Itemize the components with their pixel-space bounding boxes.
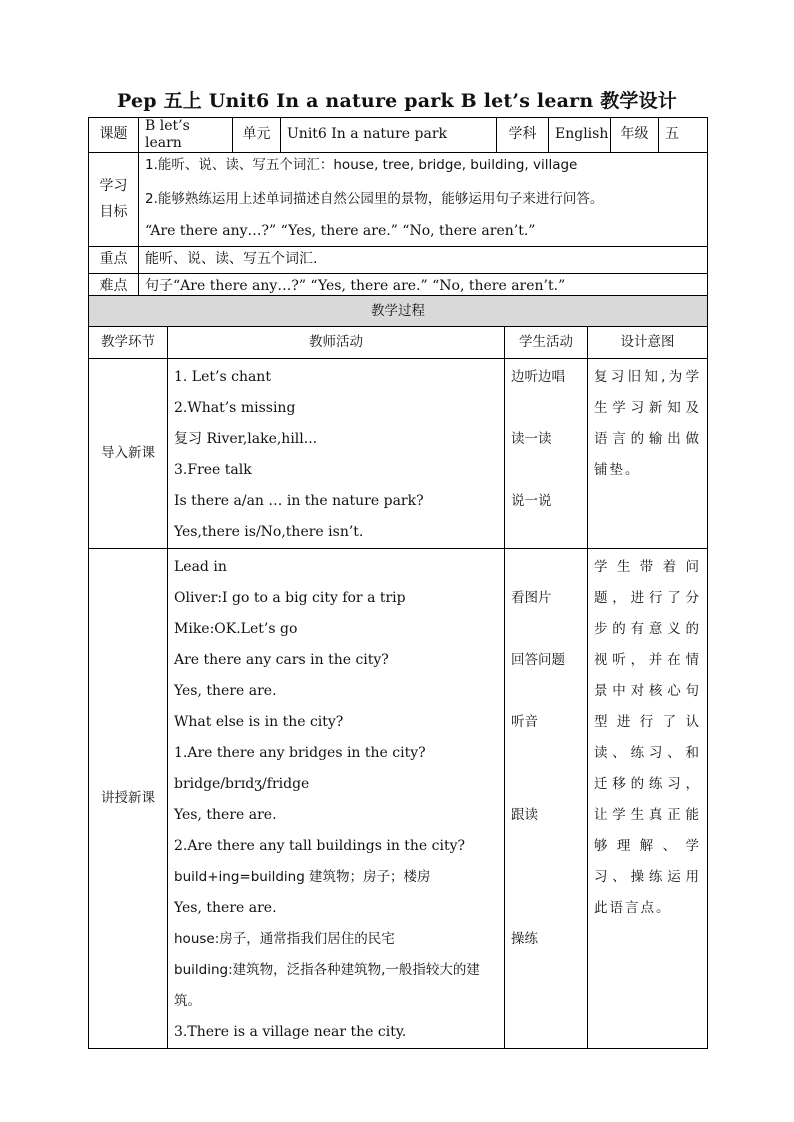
teacher-line: Are there any cars in the city?	[174, 652, 389, 668]
student-line	[511, 831, 581, 862]
teacher-line: 复习 River,lake,hill...	[174, 431, 318, 447]
student-line	[511, 769, 581, 800]
goal-line: “Are there any…?” “Yes, there are.” “No, there aren’t.”	[145, 222, 536, 239]
lesson-info-table	[88, 117, 708, 301]
teacher-line: Yes, there are.	[174, 807, 277, 823]
key-value: 能听、说、读、写五个词汇.	[139, 246, 708, 273]
student-line	[511, 614, 581, 645]
student-line: 操练	[511, 931, 538, 947]
teacher-line: 3.There is a village near the city.	[174, 1024, 407, 1040]
teacher-line: Lead in	[174, 559, 227, 575]
column-header: 教学环节	[89, 327, 168, 359]
student-line	[511, 455, 581, 486]
teacher-line: 2.Are there any tall buildings in the city?	[174, 838, 466, 854]
stage-cell: 讲授新课	[89, 549, 168, 1049]
grade-value: 五	[659, 118, 708, 153]
teacher-line: bridge/brɪdʒ/fridge	[174, 776, 310, 792]
column-header: 教师活动	[168, 327, 505, 359]
student-line	[511, 893, 581, 924]
student-line: 说一说	[511, 493, 552, 509]
difficult-label: 难点	[89, 273, 139, 300]
student-line	[511, 517, 581, 548]
teacher-line: Yes, there are.	[174, 683, 277, 699]
document-title: Pep 五上 Unit6 In a nature park B let’s learn 教学设计	[117, 90, 677, 112]
student-line	[511, 738, 581, 769]
teacher-line: house:房子，通常指我们居住的民宅	[174, 931, 395, 947]
column-header: 设计意图	[588, 327, 708, 359]
student-line: 跟读	[511, 807, 538, 823]
teacher-line: Yes, there are.	[174, 900, 277, 916]
process-row	[89, 549, 708, 1049]
column-header: 学生活动	[505, 327, 588, 359]
goal-line: 1.能听、说、读、写五个词汇：house, tree, bridge, building, village	[145, 156, 578, 173]
teacher-line: 1. Let’s chant	[174, 369, 271, 385]
student-line	[511, 676, 581, 707]
stage-cell: 导入新课	[89, 359, 168, 549]
process-header: 教学过程	[89, 296, 708, 327]
unit-label: 单元	[233, 118, 281, 153]
design-intent-cell: 学生带着问题，进行了分步的有意义的视听，并在情景中对核心句型进行了认读、练习、和迁移的练习，让学生真正能够理解、学习、操练运用此语言点。	[588, 549, 708, 1049]
difficult-value: 句子“Are there any…?” “Yes, there are.” “No, there aren’t.”	[139, 273, 708, 300]
subject-value: English	[549, 118, 611, 153]
subject-label: 学科	[497, 118, 549, 153]
teaching-process-table	[88, 295, 708, 1049]
goal-line: 2.能够熟练运用上述单词描述自然公园里的景物，能够运用句子来进行问答。	[145, 190, 604, 207]
student-line: 边听边唱	[511, 369, 565, 385]
teacher-line: 3.Free talk	[174, 462, 252, 478]
student-line	[511, 552, 581, 583]
student-line	[511, 393, 581, 424]
student-line	[511, 862, 581, 893]
lesson-value: B let’s learn	[139, 118, 233, 153]
process-row	[89, 359, 708, 549]
student-line: 听音	[511, 714, 538, 730]
student-line: 读一读	[511, 431, 552, 447]
unit-value: Unit6 In a nature park	[281, 118, 497, 153]
teacher-line: Oliver:I go to a big city for a trip	[174, 590, 406, 606]
teacher-line: Mike:OK.Let’s go	[174, 621, 298, 637]
teacher-line: build+ing=building 建筑物；房子；楼房	[174, 869, 431, 885]
key-label: 重点	[89, 246, 139, 273]
teacher-line: 1.Are there any bridges in the city?	[174, 745, 426, 761]
student-line: 回答问题	[511, 652, 565, 668]
teacher-line: Is there a/an … in the nature park?	[174, 493, 424, 509]
student-activity-cell	[505, 549, 588, 1049]
teacher-line: 2.What’s missing	[174, 400, 296, 416]
teacher-activity-cell	[168, 359, 505, 549]
goals-cell	[139, 152, 708, 246]
student-line: 看图片	[511, 590, 552, 606]
student-activity-cell	[505, 359, 588, 549]
teacher-line: Yes,there is/No,there isn’t.	[174, 524, 364, 540]
teacher-line: What else is in the city?	[174, 714, 344, 730]
teacher-activity-cell	[168, 549, 505, 1049]
lesson-label: 课题	[89, 118, 139, 153]
goals-label: 学习目标	[89, 152, 139, 246]
grade-label: 年级	[611, 118, 659, 153]
design-intent-cell: 复习旧知,为学生学习新知及语言的输出做铺垫。	[588, 359, 708, 549]
teacher-line: building:建筑物，泛指各种建筑物,一般指较大的建筑。	[174, 962, 480, 1009]
